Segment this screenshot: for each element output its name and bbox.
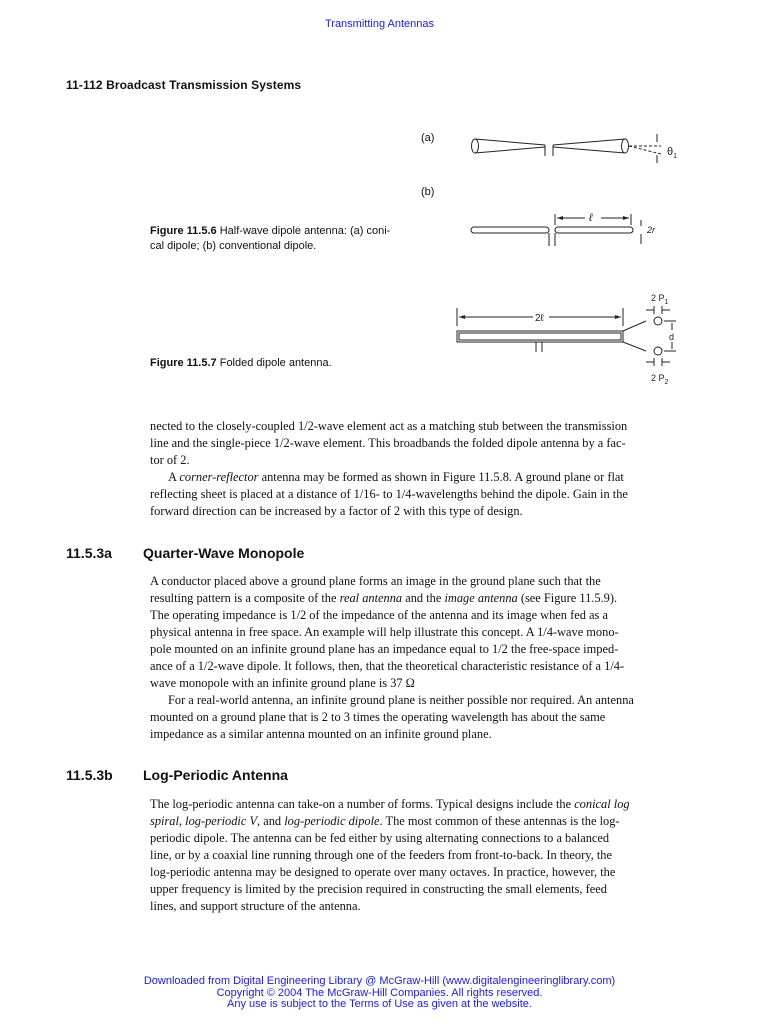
label-2l: 2ℓ xyxy=(535,313,544,324)
emphasis: spiral xyxy=(150,814,179,828)
caption-text: Folded dipole antenna. xyxy=(219,357,332,369)
figure-label-a: (a) xyxy=(421,132,435,144)
text-line: line, or by a coaxial line running through one of the feeders from front-to-back. In theory, the xyxy=(150,848,612,862)
section-heading xyxy=(66,545,304,561)
section-heading xyxy=(66,767,288,783)
text-line: The log-periodic antenna can take-on a number of forms. Typical designs include the conical log xyxy=(150,797,630,811)
text-line: line and the single-piece 1/2-wave element. This broadbands the folded dipole antenna by a fac- xyxy=(150,436,626,450)
text-line: mounted on a ground plane that is 2 to 3 times the operating wavelength has about the same xyxy=(150,710,606,724)
caption-number: Figure 11.5.7 xyxy=(150,357,217,369)
text-line: upper frequency is limited by the precision required in constructing the small elements, feed xyxy=(150,882,607,896)
text-line: forward direction can be increased by a factor of 2 with this type of design. xyxy=(150,504,523,518)
label-2p2: 2 $P_2$ xyxy=(651,373,669,386)
footer xyxy=(0,976,759,1011)
text-line: ance of a 1/2-wave dipole. It follows, then, that the theoretical characteristic resistance of a 1/4- xyxy=(150,659,625,673)
caption-number: Figure 11.5.6 xyxy=(150,225,217,237)
section-a-body xyxy=(150,573,687,743)
intro-paragraph xyxy=(150,418,687,520)
figure-11-5-6-caption xyxy=(150,224,390,254)
folded-dipole-drawing xyxy=(457,306,676,366)
text-line: periodic dipole. The antenna can be fed either by using alternating connections to a balanced xyxy=(150,831,610,845)
text-line: resulting pattern is a composite of the real antenna and the image antenna (see Figure 11.5.9). xyxy=(150,591,618,605)
radius-symbol: 2r xyxy=(647,225,656,235)
dipole-figure xyxy=(465,128,695,268)
text-line: A conductor placed above a ground plane forms an image in the ground plane such that the xyxy=(150,574,601,588)
conical-dipole-drawing xyxy=(472,134,662,163)
top-link[interactable]: Transmitting Antennas xyxy=(324,18,435,30)
label-d: d xyxy=(669,332,675,342)
emphasis: conical log xyxy=(574,797,630,811)
text-line: physical antenna in free space. An example will help illustrate this concept. A 1/4-wave mono- xyxy=(150,625,619,639)
text-line: spiral, log-periodic V, and log-periodic dipole. The most common of these antennas is the log- xyxy=(150,814,620,828)
text-line: pole mounted on an infinite ground plane has an impedance equal to 1/2 the free-space imped- xyxy=(150,642,619,656)
emphasis: log-periodic dipole xyxy=(284,814,380,828)
conventional-dipole-drawing xyxy=(471,214,641,246)
figure-11-5-7-caption xyxy=(150,356,332,371)
text-line: reflecting sheet is placed at a distance of 1/16- to 1/4-wavelengths behind the dipole. Gain in the xyxy=(150,487,628,501)
text-line: For a real-world antenna, an infinite ground plane is neither possible nor required. An antenna xyxy=(168,693,634,707)
text-line: tor of 2. xyxy=(150,453,190,467)
theta-symbol: $\theta_1$ xyxy=(667,146,678,160)
emphasis: corner-reflector xyxy=(179,470,259,484)
caption-text: cal dipole; (b) conventional dipole. xyxy=(150,240,317,252)
emphasis: real antenna xyxy=(339,591,403,605)
section-number: 11.5.3a xyxy=(66,545,112,561)
length-symbol: ℓ xyxy=(589,212,593,224)
text-line: lines, and support structure of the antenna. xyxy=(150,899,361,913)
section-title: Log-Periodic Antenna xyxy=(143,767,288,783)
text-line: The operating impedance is 1/2 of the impedance of the antenna and its image when fed as a xyxy=(150,608,608,622)
section-number: 11.5.3b xyxy=(66,767,113,783)
label-2p1: 2 $P_1$ xyxy=(651,293,669,306)
emphasis: image antenna xyxy=(444,591,518,605)
section-title: Quarter-Wave Monopole xyxy=(143,545,305,561)
text-line: wave monopole with an infinite ground plane is 37 Ω xyxy=(150,676,415,690)
folded-dipole-figure xyxy=(450,288,690,386)
footer-terms-link[interactable]: Any use is subject to the Terms of Use as given at the website. xyxy=(227,998,532,1010)
text-line: log-periodic antenna may be designed to operate over many octaves. In practice, however, the xyxy=(150,865,616,879)
text-line: A corner-reflector antenna may be formed as shown in Figure 11.5.8. A ground plane or flat xyxy=(168,470,624,484)
text-line: nected to the closely-coupled 1/2-wave element act as a matching stub between the transmission xyxy=(150,419,628,433)
figure-label-b: (b) xyxy=(421,186,435,198)
section-b-body xyxy=(150,796,687,915)
footer-copyright: Copyright © 2004 The McGraw-Hill Companies. All rights reserved. xyxy=(216,986,543,999)
caption-text: Half-wave dipole antenna: (a) coni- xyxy=(219,225,391,237)
footer-link-library[interactable]: Downloaded from Digital Engineering Library @ McGraw-Hill (www.digitalengineeringlibrary.com) xyxy=(143,975,616,987)
text-line: impedance as a similar antenna mounted on an infinite ground plane. xyxy=(150,727,492,741)
emphasis: log-periodic V xyxy=(185,814,258,828)
running-head: 11-112 Broadcast Transmission Systems xyxy=(66,78,302,92)
